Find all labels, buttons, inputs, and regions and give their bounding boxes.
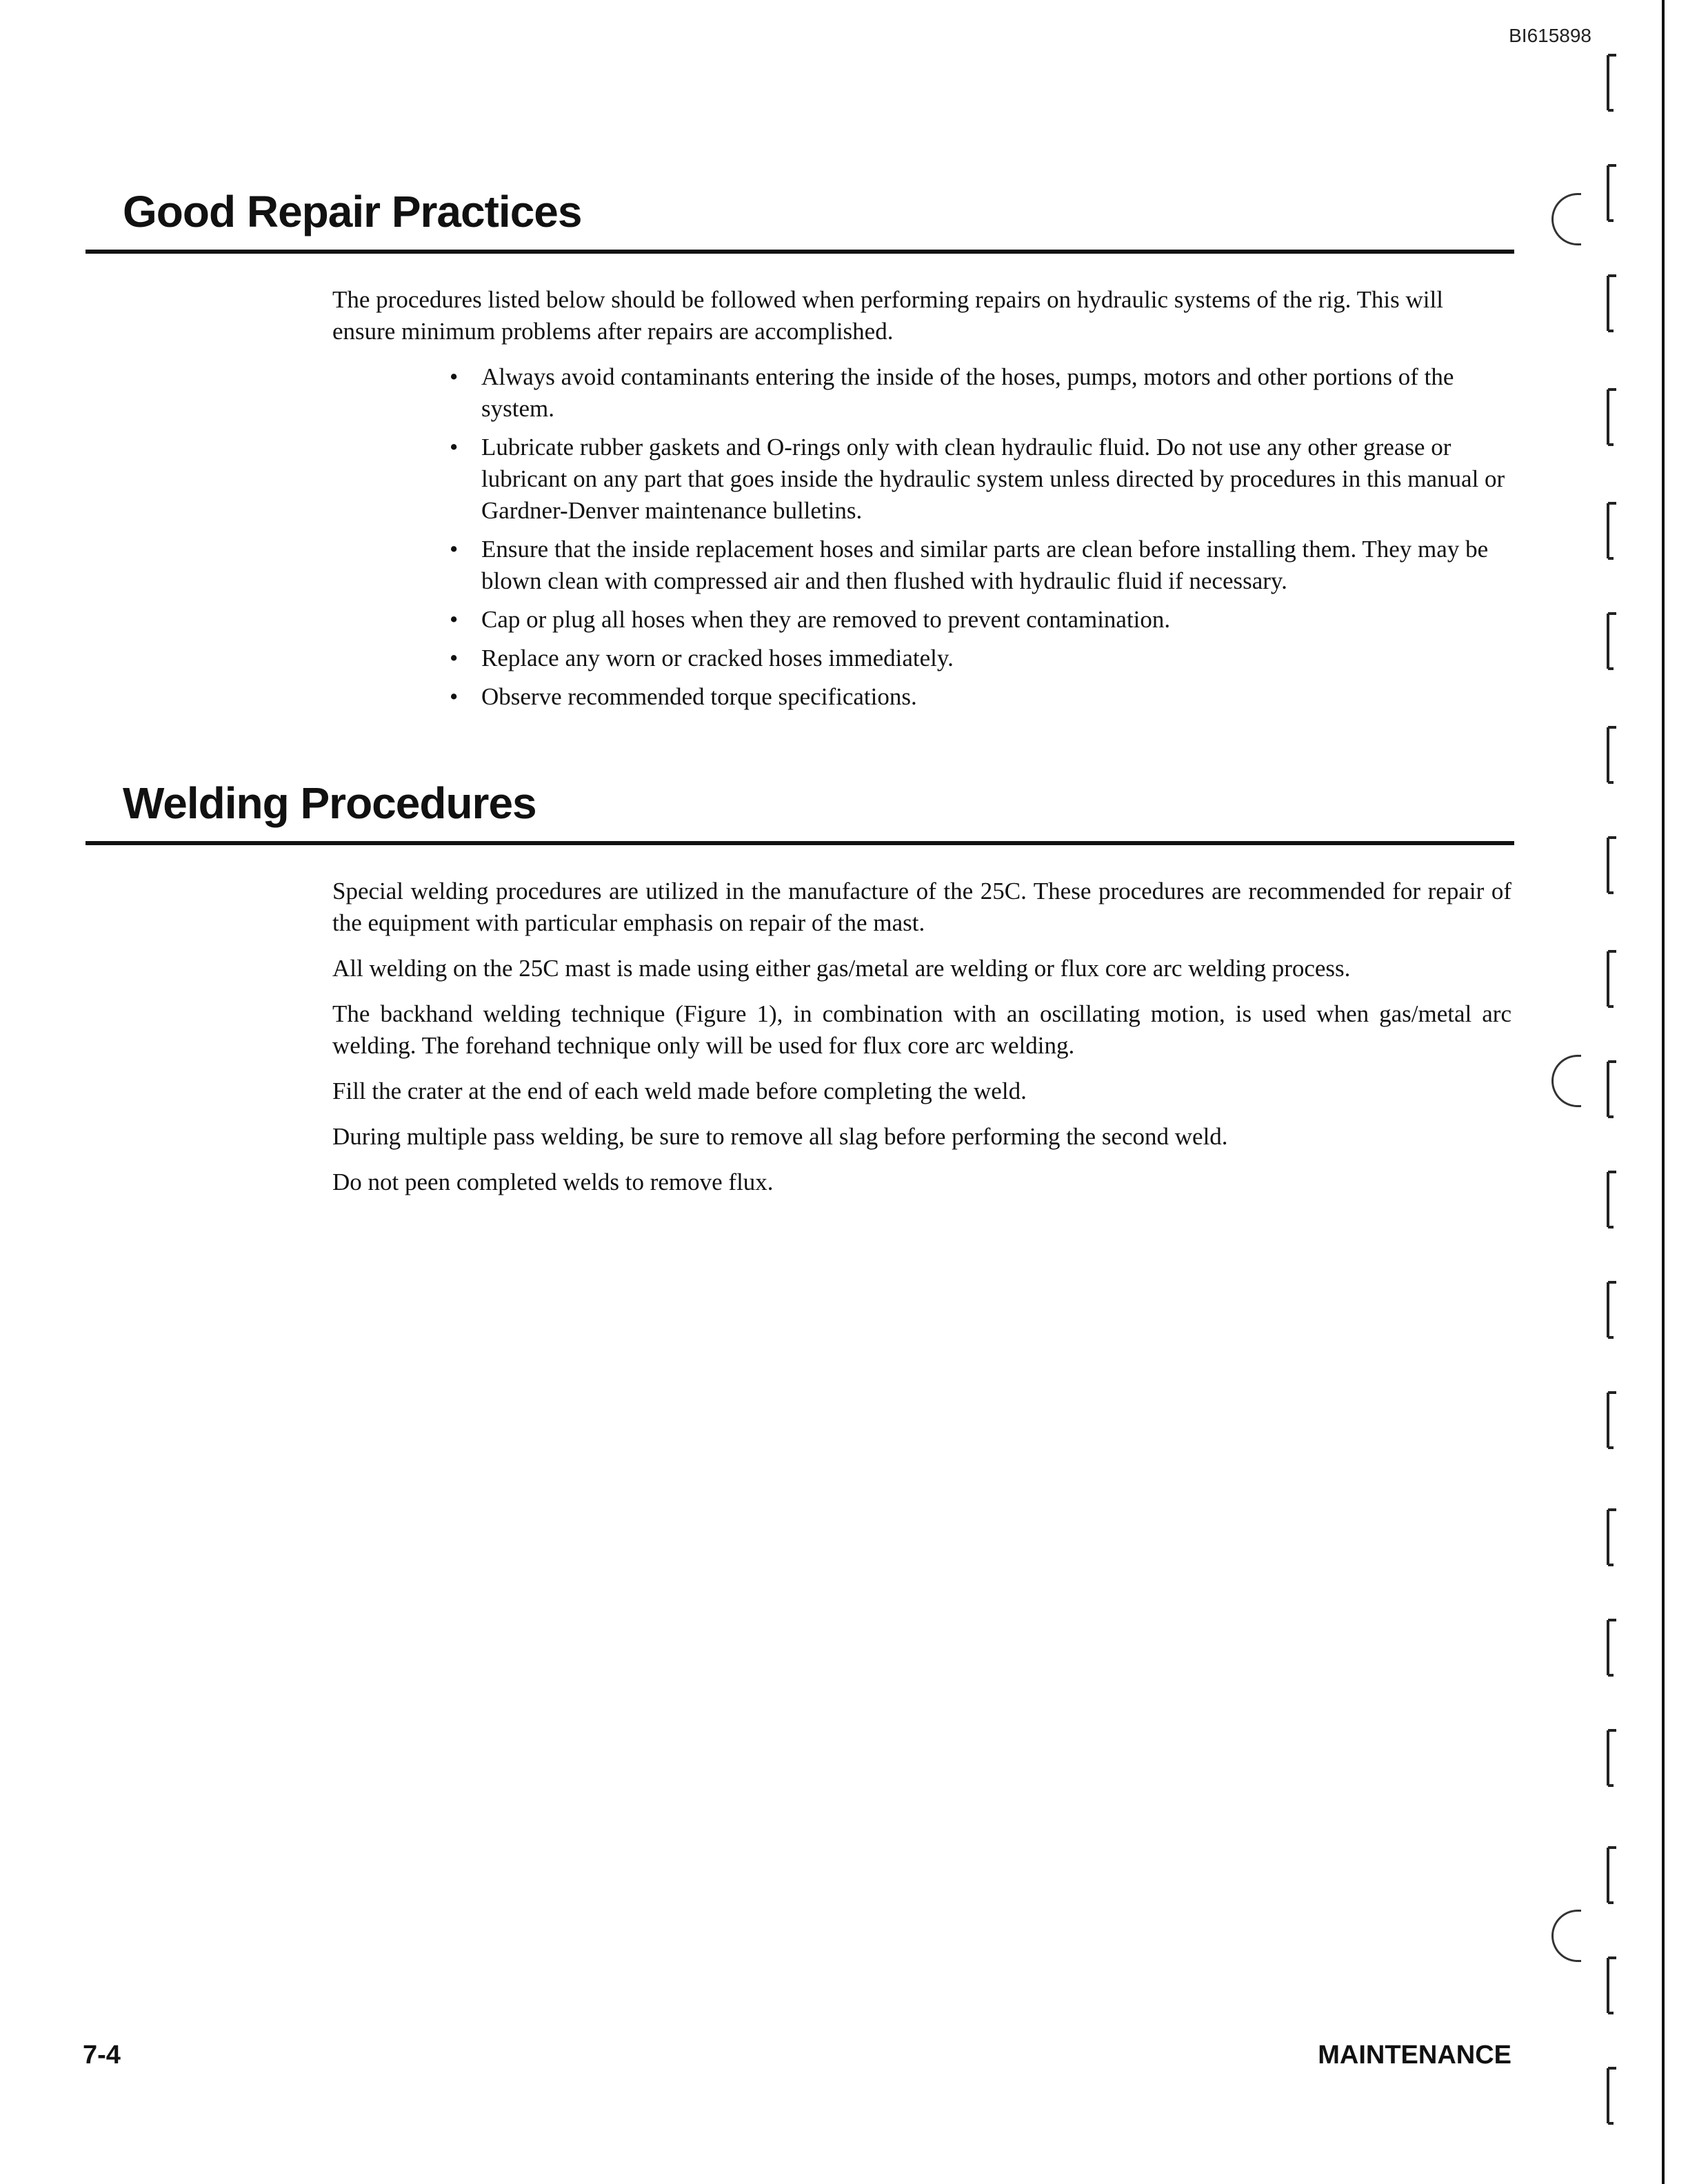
bullet-text: Always avoid contaminants entering the inside of the hoses, pumps, motors and other portions of the system. bbox=[481, 363, 1454, 422]
welding-paragraph: During multiple pass welding, be sure to remove all slag before performing the second weld. bbox=[332, 1123, 1228, 1150]
footer-section-name: MAINTENANCE bbox=[1318, 2041, 1511, 2070]
section-title-good-repair: Good Repair Practices bbox=[123, 187, 582, 236]
good-repair-intro: The procedures listed below should be followed when performing repairs on hydraulic systems of the rig. This will ensure minimum problems after repairs are accomplished. bbox=[332, 286, 1443, 345]
welding-paragraph: All welding on the 25C mast is made using either gas/metal are welding or flux core arc welding process. bbox=[332, 955, 1351, 982]
welding-body bbox=[332, 876, 1511, 1212]
bullet-text: Replace any worn or cracked hoses immediately. bbox=[481, 645, 954, 671]
binder-ring-icon bbox=[1551, 193, 1581, 245]
bullet-icon: • bbox=[450, 363, 459, 390]
bullet-item bbox=[450, 681, 1511, 713]
bullet-icon: • bbox=[450, 645, 459, 671]
page-edge-line bbox=[1662, 0, 1665, 2184]
section-title-welding: Welding Procedures bbox=[123, 778, 536, 828]
welding-paragraph: Do not peen completed welds to remove flux. bbox=[332, 1169, 774, 1195]
welding-paragraph: Fill the crater at the end of each weld made before completing the weld. bbox=[332, 1078, 1027, 1104]
bullet-icon: • bbox=[450, 434, 459, 461]
bullet-icon: • bbox=[450, 536, 459, 563]
bullet-text: Observe recommended torque specifications. bbox=[481, 683, 917, 710]
bullet-icon: • bbox=[450, 606, 459, 633]
good-repair-bullet-list bbox=[332, 361, 1511, 713]
binder-ring-icon bbox=[1551, 1910, 1581, 1962]
bullet-item bbox=[450, 604, 1511, 636]
section-divider bbox=[86, 841, 1514, 845]
document-id: BI615898 bbox=[1509, 25, 1591, 46]
bullet-text: Cap or plug all hoses when they are removed to prevent contamination. bbox=[481, 606, 1171, 633]
binder-ring-icon bbox=[1551, 1055, 1581, 1107]
good-repair-body bbox=[332, 284, 1511, 720]
welding-paragraph: Special welding procedures are utilized in the manufacture of the 25C. These procedures are recommended for repair of the equipment with particular emphasis on repair of the mast. bbox=[332, 878, 1511, 936]
page-number: 7-4 bbox=[83, 2041, 121, 2070]
binder-tab-strip bbox=[1594, 48, 1636, 2158]
bullet-item bbox=[450, 432, 1511, 527]
bullet-item bbox=[450, 643, 1511, 674]
bullet-icon: • bbox=[450, 683, 459, 710]
bullet-text: Ensure that the inside replacement hoses and similar parts are clean before installing them. They may be blown clean with compressed air and then flushed with hydraulic fluid if necessary. bbox=[481, 536, 1489, 594]
welding-paragraph: The backhand welding technique (Figure 1), in combination with an oscillating motion, is used when gas/metal arc welding. The forehand technique only will be used for flux core arc welding. bbox=[332, 1000, 1511, 1059]
bullet-item bbox=[450, 361, 1511, 425]
bullet-item bbox=[450, 534, 1511, 597]
bullet-text: Lubricate rubber gaskets and O-rings only with clean hydraulic fluid. Do not use any other grease or lubricant on any part that goes inside the hydraulic system unless directed by procedures in this manual or Gardner-Denver maintenance bulletins. bbox=[481, 434, 1505, 524]
section-divider bbox=[86, 250, 1514, 254]
